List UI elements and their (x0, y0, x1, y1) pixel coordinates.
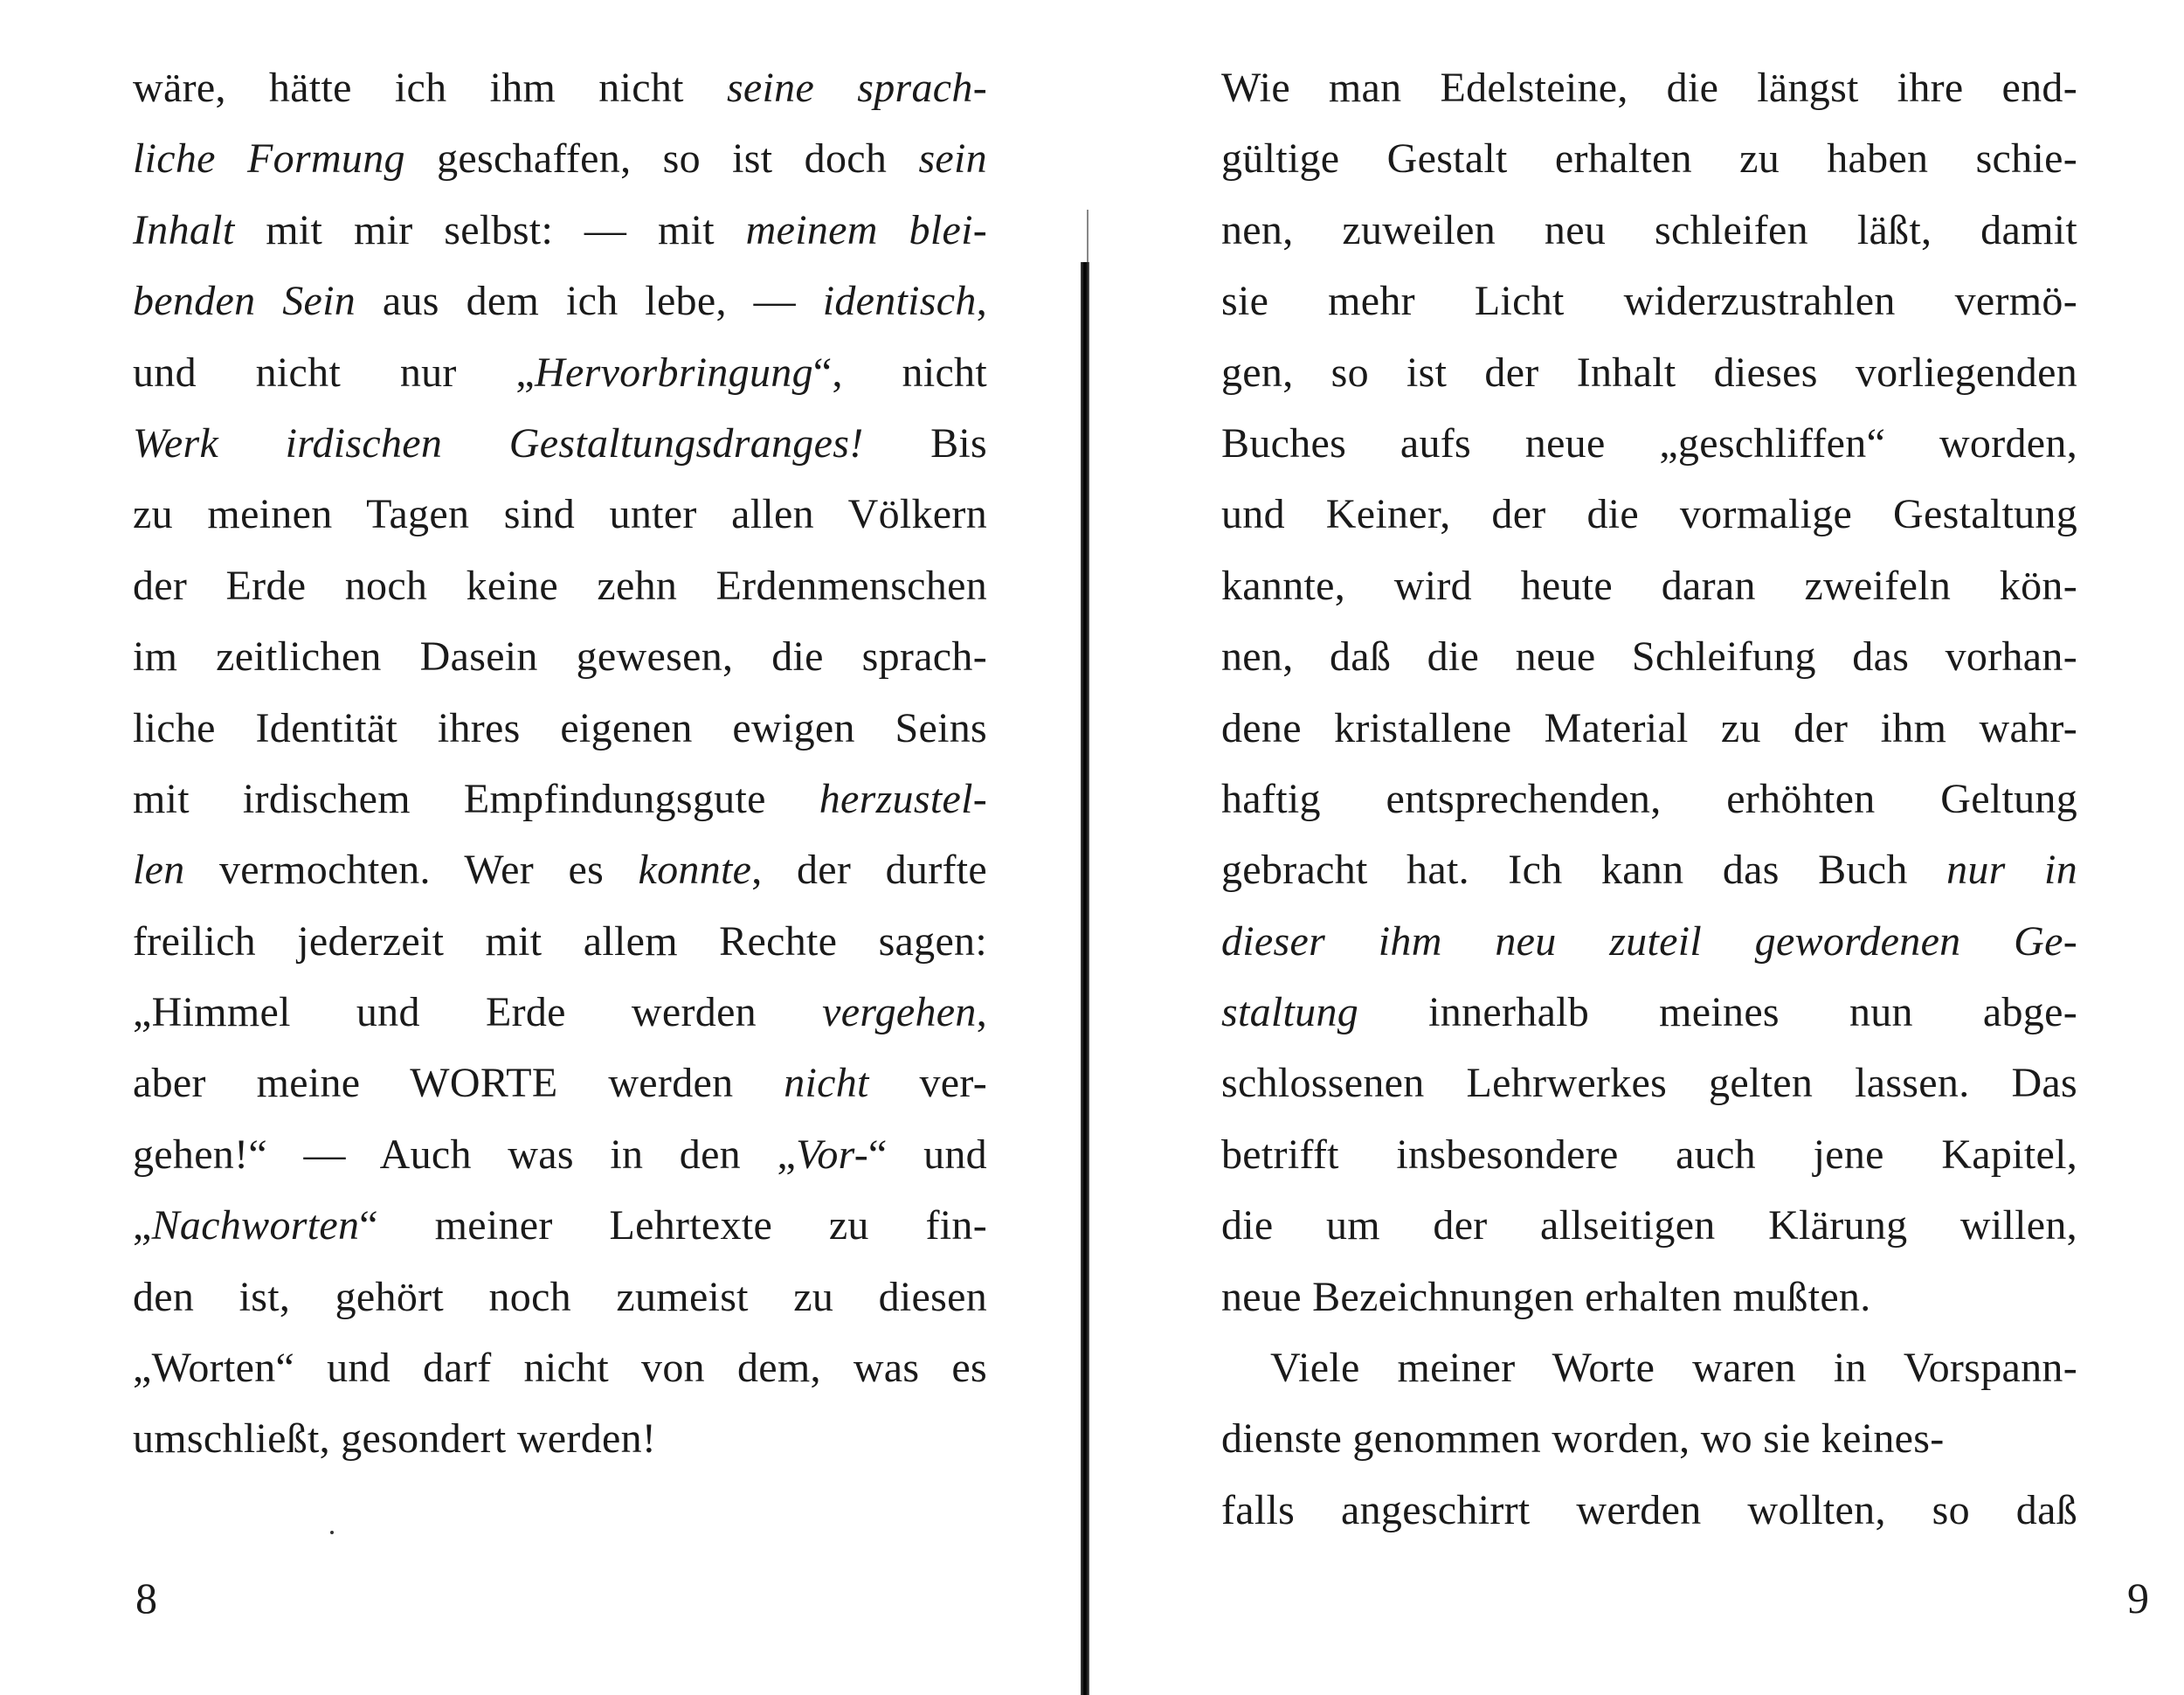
text-line (1221, 1475, 2077, 1546)
text-line (133, 906, 987, 977)
text-line (1221, 764, 2077, 834)
text-line (133, 1048, 987, 1118)
text-run: geschaffen, so ist doch (404, 135, 919, 183)
text-run: zu meinen Tagen sind unter allen Völkern (133, 491, 987, 538)
text-line (133, 764, 987, 834)
book-gutter (1081, 262, 1089, 1695)
text-line (133, 1190, 987, 1261)
text-run: liche Identität ihres eigenen ewigen Seins (133, 704, 987, 751)
text-line (1221, 479, 2077, 550)
text-run: mit irdischem Empfindungsgute (133, 775, 819, 822)
italic-text: benden Sein (133, 278, 356, 325)
text-line (133, 1332, 987, 1403)
text-run: , der durfte (751, 847, 988, 894)
text-run: wäre, hätte ich ihm nicht (133, 65, 727, 111)
italic-text: Nachworten (151, 1202, 360, 1249)
text-line (1221, 906, 2077, 977)
left-page (0, 0, 1083, 1695)
text-line (1221, 266, 2077, 336)
text-run: und nicht nur „ (133, 349, 536, 396)
text-line (133, 1119, 987, 1190)
text-line (133, 621, 987, 692)
text-run: betrifft insbesondere auch jene Kapitel, (1221, 1131, 2077, 1178)
text-line (1221, 52, 2077, 123)
italic-text: len (133, 847, 185, 894)
italic-text: nicht (784, 1060, 869, 1107)
italic-text: Hervorbringung (535, 349, 813, 396)
text-run: haftig entsprechenden, erhöhten Geltung (1221, 775, 2077, 822)
text-line (1221, 1048, 2077, 1118)
text-run: aber meine WORTE werden (133, 1060, 784, 1107)
text-line (133, 1262, 987, 1332)
right-page-number: 9 (2127, 1574, 2149, 1622)
text-run: dene kristallene Material zu der ihm wahr- (1221, 704, 2077, 751)
text-run: „ (133, 1202, 152, 1249)
text-line (133, 408, 987, 479)
text-line (133, 1403, 987, 1474)
text-line (133, 834, 987, 905)
text-run: , (976, 989, 987, 1036)
text-run: Wie man Edelsteine, die längst ihre end- (1221, 65, 2077, 111)
text-run: “, nicht (812, 349, 987, 396)
text-line (133, 337, 987, 408)
text-run: mit mir selbst: — mit (234, 206, 746, 253)
text-run: Viele meiner Worte waren in Vorspann- (1270, 1345, 2077, 1392)
text-line (1221, 408, 2077, 479)
text-line (1221, 621, 2077, 692)
italic-text: meinem blei- (745, 206, 987, 253)
italic-text: vergehen (822, 989, 977, 1036)
text-run: ver- (868, 1060, 987, 1107)
text-run: innerhalb meines nun abge- (1358, 989, 2077, 1036)
left-page-text (133, 52, 987, 1475)
text-run: gültige Gestalt erhalten zu haben schie- (1221, 135, 2077, 183)
text-line (1221, 693, 2077, 764)
text-run: , (976, 278, 987, 325)
text-run: die um der allseitigen Klärung willen, (1221, 1202, 2077, 1249)
text-run: aus dem ich lebe, — (356, 278, 823, 325)
text-run: falls angeschirrt werden wollten, so daß (1221, 1486, 2077, 1533)
italic-text: Inhalt (133, 206, 235, 253)
italic-text: liche Formung (133, 135, 405, 183)
text-run: neue Bezeichnungen erhalten mußten. (1221, 1273, 1871, 1320)
text-run: und Keiner, der die vormalige Gestaltung (1221, 491, 2077, 538)
text-run: der Erde noch keine zehn Erdenmenschen (133, 562, 987, 609)
text-run: den ist, gehört noch zumeist zu diesen (133, 1273, 987, 1320)
left-page-number: 8 (135, 1574, 157, 1622)
text-run: “ und (867, 1131, 987, 1178)
text-line (133, 52, 987, 123)
italic-text: konnte (638, 847, 752, 894)
text-run: kannte, wird heute daran zweifeln kön- (1221, 562, 2077, 609)
text-line (1221, 123, 2077, 194)
text-line (133, 977, 987, 1048)
text-line (133, 266, 987, 336)
italic-text: identisch (822, 278, 977, 325)
text-run: schlossenen Lehrwerkes gelten lassen. Das (1221, 1060, 2077, 1107)
text-run: im zeitlichen Dasein gewesen, die sprach- (133, 633, 987, 681)
text-line (1221, 977, 2077, 1048)
italic-text: seine sprach- (726, 65, 987, 111)
text-line (133, 479, 987, 550)
text-line (133, 550, 987, 621)
text-run: nen, zuweilen neu schleifen läßt, damit (1221, 206, 2077, 253)
text-line (1221, 337, 2077, 408)
text-line (1221, 1190, 2077, 1261)
italic-text: staltung (1221, 989, 1359, 1036)
text-run: Bis (863, 419, 987, 467)
text-run: „Worten“ und darf nicht von dem, was es (133, 1345, 987, 1392)
text-run: gehen!“ — Auch was in den „ (133, 1131, 797, 1178)
right-page-text (1221, 52, 2077, 1546)
italic-text: dieser ihm neu zuteil gewordenen Ge- (1221, 917, 2077, 965)
right-page (1101, 0, 2184, 1695)
text-run: dienste genommen worden, wo sie keines- (1221, 1415, 1945, 1463)
text-run: „Himmel und Erde werden (133, 989, 823, 1036)
text-run: Buches aufs neue „geschliffen“ worden, (1221, 419, 2077, 467)
text-line (1221, 834, 2077, 905)
text-line (133, 123, 987, 194)
text-run: gen, so ist der Inhalt dieses vorliegenden (1221, 349, 2077, 396)
text-run: gebracht hat. Ich kann das Buch (1221, 847, 1947, 894)
text-run: freilich jederzeit mit allem Rechte sagen: (133, 917, 987, 965)
italic-text: Vor- (796, 1131, 868, 1178)
text-run: “ meiner Lehrtexte zu fin- (359, 1202, 987, 1249)
text-line (1221, 195, 2077, 266)
ink-speck (330, 1531, 334, 1534)
italic-text: herzustel- (819, 775, 987, 822)
text-line (133, 195, 987, 266)
italic-text: nur in (1946, 847, 2077, 894)
text-line (133, 693, 987, 764)
text-line (1221, 1332, 2077, 1403)
text-line (1221, 1119, 2077, 1190)
italic-text: sein (918, 135, 987, 183)
text-line (1221, 1262, 2077, 1332)
text-run: umschließt, gesondert werden! (133, 1415, 657, 1463)
italic-text: Werk irdischen Gestaltungsdranges! (133, 419, 864, 467)
text-line (1221, 550, 2077, 621)
text-run: sie mehr Licht widerzustrahlen vermö- (1221, 278, 2077, 325)
text-run: nen, daß die neue Schleifung das vorhan- (1221, 633, 2077, 681)
text-run: vermochten. Wer es (184, 847, 639, 894)
text-line (1221, 1403, 2077, 1474)
